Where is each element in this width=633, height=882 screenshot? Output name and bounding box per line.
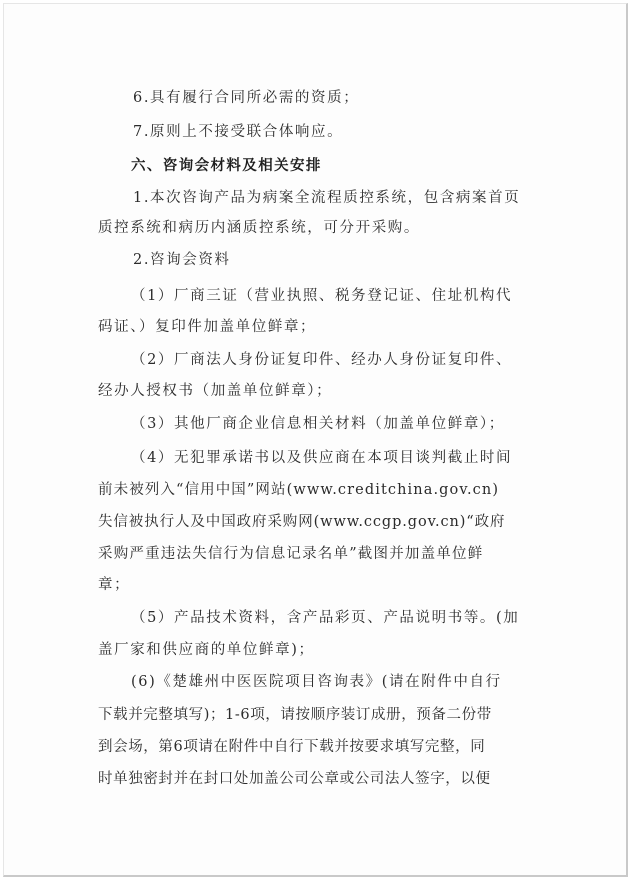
- text-line: 到会场，第6项请在附件中自行下载并按要求填写完整，同: [98, 739, 486, 755]
- text-line: 7.原则上不接受联合体响应。: [133, 124, 344, 140]
- section-heading: 六、咨询会材料及相关安排: [131, 158, 322, 174]
- text-line: 采购严重违法失信行为信息记录名单”截图并加盖单位鲜: [98, 546, 484, 562]
- text-line: 1.本次咨询产品为病案全流程质控系统，包含病案首页: [133, 190, 521, 206]
- text-line: 质控系统和病历内涵质控系统，可分开采购。: [98, 220, 420, 236]
- text-line: 章；: [98, 577, 131, 593]
- text-line: 盖厂家和供应商的单位鲜章)；: [98, 642, 315, 658]
- text-line: （1）厂商三证（营业执照、税务登记证、住址机构代: [131, 288, 513, 304]
- document-page: [3, 3, 628, 877]
- text-line: (6)《楚雄州中医医院项目咨询表》(请在附件中自行: [131, 674, 502, 690]
- text-line: （5）产品技术资料，含产品彩页、产品说明书等。(加: [131, 610, 520, 626]
- text-line: 失信被执行人及中国政府采购网(www.ccgp.gov.cn)“政府: [98, 514, 506, 530]
- text-line: 码证、）复印件加盖单位鲜章；: [98, 319, 317, 335]
- text-line: 时单独密封并在封口处加盖公司公章或公司法人签字，以便: [98, 771, 491, 787]
- text-line: 前未被列入“信用中国”网站(www.creditchina.gov.cn): [98, 482, 500, 498]
- text-line: 2.咨询会资料: [133, 252, 231, 268]
- text-line: 经办人授权书（加盖单位鲜章）；: [98, 383, 333, 399]
- text-line: 下载并完整填写)；1-6项，请按顺序装订成册，预备二份带: [98, 707, 492, 723]
- text-line: 6.具有履行合同所必需的资质；: [133, 90, 360, 106]
- text-line: （3）其他厂商企业信息相关材料（加盖单位鲜章）；: [131, 416, 505, 432]
- text-line: （2）厂商法人身份证复印件、经办人身份证复印件、: [131, 352, 513, 368]
- text-line: （4）无犯罪承诺书以及供应商在本项目谈判截止时间: [131, 450, 513, 466]
